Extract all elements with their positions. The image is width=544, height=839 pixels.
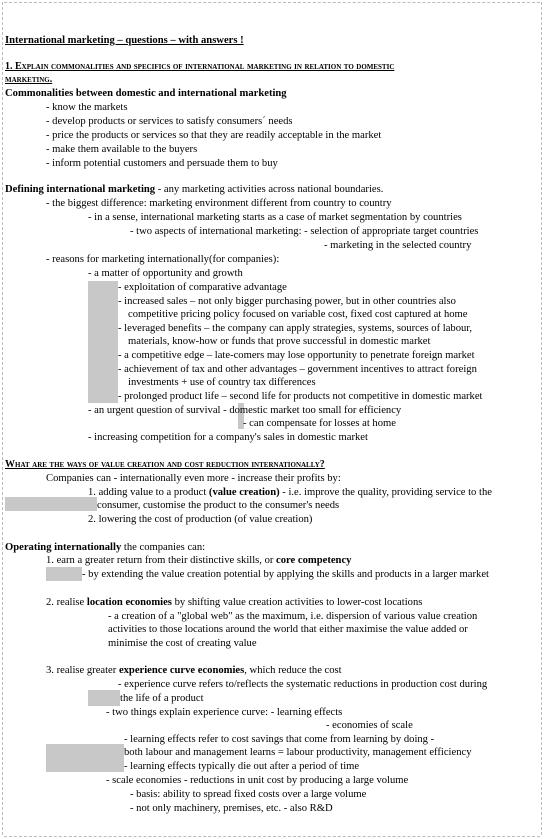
section-2-heading: What are the ways of value creation and cost reduction internationally?: [5, 459, 325, 470]
paragraph-line: 3. realise greater experience curve economies, which reduce the cost: [46, 665, 342, 676]
paragraph-line: consumer, customise the product to the consumer's needs: [97, 500, 340, 511]
highlight-block: [88, 690, 120, 706]
list-item: - an urgent question of survival - domestic market too small for efficiency: [88, 405, 402, 416]
page-border-left: [2, 2, 3, 835]
list-item: competitive pricing policy focused on variable cost, fixed cost captured at home: [128, 309, 468, 320]
section-1-heading-line2: marketing.: [5, 74, 53, 85]
list-item: - increased sales – not only bigger purchasing power, but in other countries also: [118, 296, 456, 307]
list-item: - increasing competition for a company's sales in domestic market: [88, 432, 368, 443]
list-item: - marketing in the selected country: [324, 240, 472, 251]
highlight-block: [46, 744, 124, 772]
commonalities-heading: Commonalities between domestic and international marketing: [5, 88, 287, 99]
paragraph-line: - not only machinery, premises, etc. - also R&D: [130, 803, 333, 814]
paragraph-line: - learning effects typically die out after a period of time: [124, 761, 360, 772]
list-item: - can compensate for losses at home: [243, 418, 396, 429]
list-item: - the biggest difference: marketing environment different from country to country: [46, 198, 392, 209]
list-item: - a competitive edge – late-comers may lose opportunity to penetrate foreign market: [118, 350, 475, 361]
paragraph-line: - by extending the value creation potential by applying the skills and products in a larger market: [82, 569, 489, 580]
list-item: - a matter of opportunity and growth: [88, 268, 243, 279]
page-border-bottom: [4, 836, 540, 837]
paragraph-line: 1. adding value to a product (value creation) - i.e. improve the quality, providing service to the: [88, 487, 492, 498]
paragraph-line: minimise the cost of creating value: [108, 638, 257, 649]
highlight-block: [46, 567, 82, 581]
paragraph-line: 2. lowering the cost of production (of value creation): [88, 514, 313, 525]
paragraph-line: Companies can - internationally even more - increase their profits by:: [46, 473, 341, 484]
paragraph-line: 1. earn a greater return from their distinctive skills, or core competency: [46, 555, 352, 566]
list-item: investments + use of country tax differences: [128, 377, 316, 388]
paragraph-line: - learning effects refer to cost savings that come from learning by doing -: [124, 734, 435, 745]
list-item: - know the markets: [46, 102, 128, 113]
list-item: - prolonged product life – second life for products not competitive in domestic market: [118, 391, 483, 402]
list-item: materials, know-how or funds that prove successful in domestic market: [128, 336, 431, 347]
list-item: - reasons for marketing internationally(for companies):: [46, 254, 280, 265]
paragraph-line: - experience curve refers to/reflects the systematic reductions in production cost during: [118, 679, 488, 690]
operating-line: Operating internationally the companies can:: [5, 542, 206, 553]
paragraph-line: - economies of scale: [326, 720, 413, 731]
paragraph-line: - scale economies - reductions in unit cost by producing a large volume: [106, 775, 409, 786]
paragraph-line: 2. realise location economies by shifting value creation activities to lower-cost locations: [46, 597, 423, 608]
document-title: International marketing – questions – with answers !: [5, 35, 244, 46]
paragraph-line: both labour and management learns = labour productivity, management efficiency: [124, 747, 472, 758]
list-item: - price the products or services so that they are readily acceptable in the market: [46, 130, 382, 141]
highlight-block: [5, 497, 97, 511]
list-item: - leveraged benefits – the company can apply strategies, systems, sources of labour,: [118, 323, 473, 334]
paragraph-line: the life of a product: [120, 693, 204, 704]
list-item: - in a sense, international marketing starts as a case of market segmentation by countries: [88, 212, 462, 223]
defining-line: Defining international marketing - any marketing activities across national boundaries.: [5, 184, 384, 195]
paragraph-line: - a creation of a "global web" as the maximum, i.e. dispersion of various value creation: [108, 611, 478, 622]
list-item: - inform potential customers and persuade them to buy: [46, 158, 278, 169]
list-item: - make them available to the buyers: [46, 144, 198, 155]
paragraph-line: - two things explain experience curve: - learning effects: [106, 707, 343, 718]
page-border-top: [4, 2, 540, 3]
list-item: - two aspects of international marketing: - selection of appropriate target countries: [130, 226, 479, 237]
list-item: - achievement of tax and other advantages – government incentives to attract foreign: [118, 364, 477, 375]
page-border-right: [541, 2, 542, 835]
section-1-heading-line1: 1. Explain commonalities and specifics of international marketing in relation to domestic: [5, 61, 395, 72]
paragraph-line: activities to those locations around the world that either maximise the value added or: [108, 624, 468, 635]
highlight-block: [88, 281, 118, 403]
paragraph-line: - basis: ability to spread fixed costs over a large volume: [130, 789, 367, 800]
list-item: - develop products or services to satisfy consumers´ needs: [46, 116, 293, 127]
list-item: - exploitation of comparative advantage: [118, 282, 287, 293]
